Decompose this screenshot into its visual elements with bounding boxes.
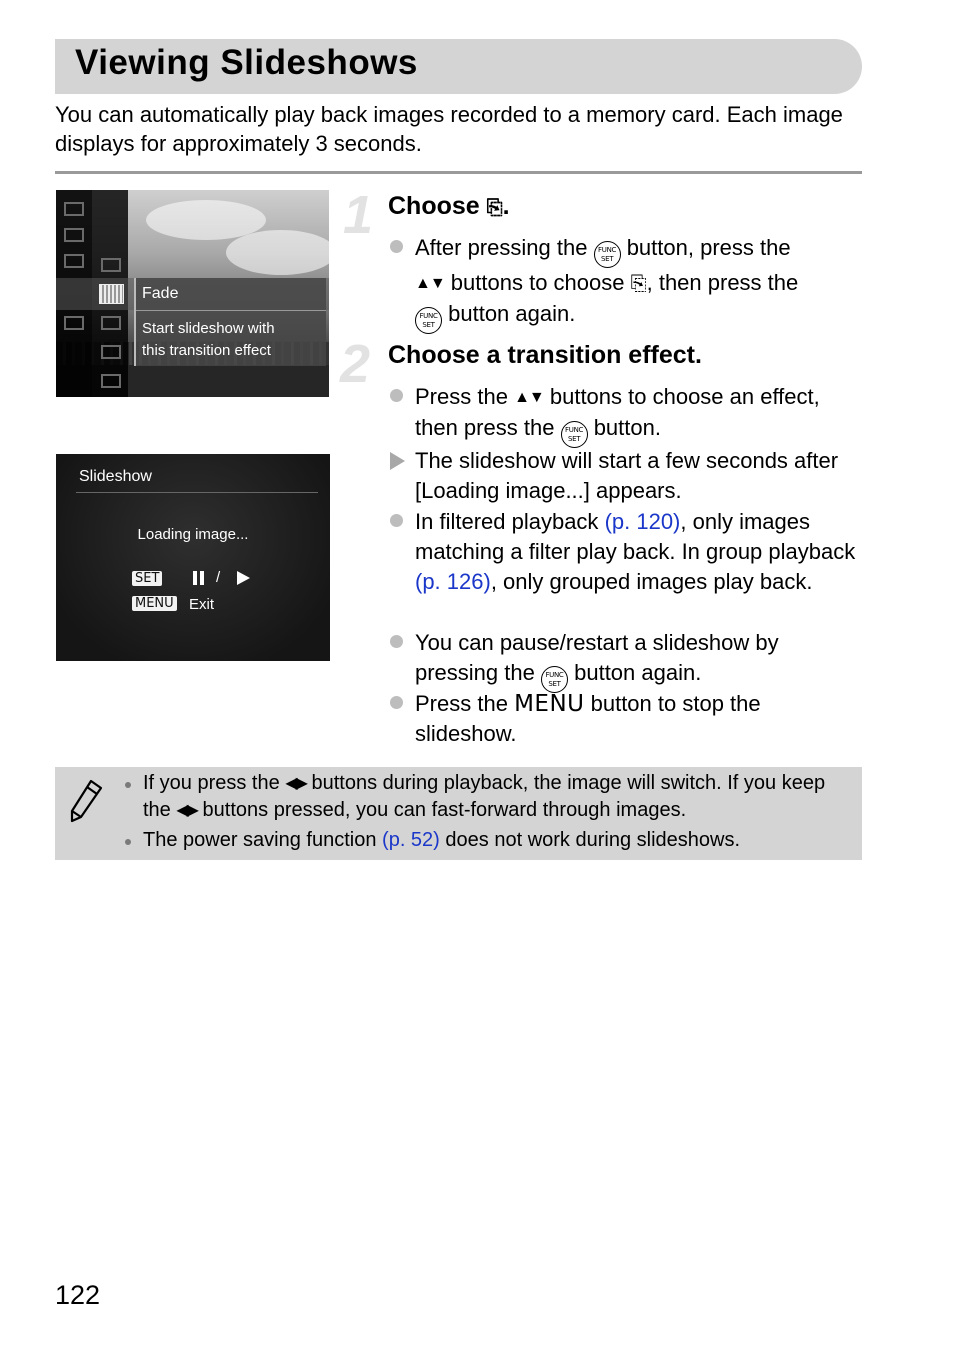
menu-option-icon — [64, 202, 84, 216]
set-text: SET — [600, 255, 614, 263]
pencil-icon — [69, 777, 105, 823]
step2-heading: Choose a transition effect. — [388, 341, 702, 369]
bullet-dot — [390, 240, 403, 253]
description-line-2: this transition effect — [142, 342, 271, 359]
step-number-1: 1 — [343, 185, 374, 245]
page-number: 122 — [55, 1280, 101, 1310]
effect-description — [142, 318, 326, 362]
set-text: SET — [422, 321, 435, 329]
slideshow-title-divider — [76, 492, 318, 493]
slideshow-icon: ⎘ — [630, 271, 647, 295]
text: button to stop the slideshow. — [415, 691, 761, 746]
slash-separator: / — [216, 569, 221, 586]
menu-option-icon — [64, 254, 84, 268]
text: You can pause/restart a slideshow by pressing the — [415, 630, 779, 685]
text: button, press the — [626, 235, 791, 260]
func-text: FUNC — [545, 671, 564, 679]
page-title: Viewing Slideshows — [75, 43, 418, 82]
step2-bullet-1 — [415, 382, 865, 448]
step1-heading-prefix: Choose — [388, 192, 480, 220]
menu-badge: MENU — [132, 596, 177, 611]
note-bullet — [125, 839, 131, 845]
left-right-icon: ◀▶ — [176, 802, 197, 819]
bullet-dot — [390, 514, 403, 527]
note-item-2 — [143, 827, 858, 854]
pause-icon — [193, 571, 205, 585]
text: , then press the — [646, 270, 799, 295]
step-number-2: 2 — [340, 334, 371, 394]
text: buttons to choose — [450, 270, 625, 295]
text: button. — [593, 415, 661, 440]
text: , only grouped images play back. — [490, 569, 813, 594]
text: button again. — [574, 660, 702, 685]
page-link-126[interactable]: (p. 126) — [415, 569, 491, 594]
text: After pressing the — [415, 235, 588, 260]
play-icon — [237, 571, 250, 585]
text: If you press the — [143, 772, 280, 794]
up-down-icon: ▲▼ — [415, 275, 445, 292]
title-bar — [55, 39, 862, 94]
set-text: SET — [567, 435, 581, 443]
step1-bullet — [415, 233, 865, 334]
effect-icon — [101, 316, 121, 330]
result-arrow-icon — [390, 452, 405, 470]
effect-popup — [134, 278, 326, 366]
set-text: SET — [548, 680, 561, 688]
effect-icon — [101, 374, 121, 388]
func-set-icon — [561, 421, 588, 448]
camera-menu-screenshot — [56, 190, 329, 397]
effect-icon — [101, 345, 121, 359]
note-bullet — [125, 782, 131, 788]
step2-bullet-4 — [415, 628, 865, 693]
text: Press the — [415, 691, 508, 716]
fade-effect-icon — [99, 284, 124, 304]
bullet-dot — [390, 635, 403, 648]
popup-divider — [136, 310, 326, 311]
step2-bullet-3 — [415, 507, 865, 597]
bullet-dot — [390, 696, 403, 709]
up-down-icon: ▲▼ — [514, 389, 544, 406]
func-text: FUNC — [565, 426, 584, 434]
intro-text: You can automatically play back images recorded to a memory card. Each image displays for approximately 3 seconds. — [55, 102, 843, 156]
text: , only images matching a filter play back. In group playback — [415, 509, 856, 564]
set-badge: SET — [132, 571, 162, 586]
cloud-shape — [226, 230, 329, 275]
selected-effect-label: Fade — [142, 285, 179, 302]
func-set-icon — [594, 241, 621, 268]
note-box — [55, 767, 862, 860]
text: The power saving function — [143, 829, 377, 851]
step1-heading — [388, 192, 510, 221]
menu-button-label: MENU — [514, 691, 585, 717]
left-right-icon: ◀▶ — [285, 775, 306, 792]
menu-option-icon — [64, 228, 84, 242]
bullet-dot — [390, 389, 403, 402]
page-link-52[interactable]: (p. 52) — [382, 829, 440, 851]
exit-label: Exit — [189, 596, 215, 613]
slideshow-title: Slideshow — [79, 468, 152, 485]
step2-bullet-2: The slideshow will start a few seconds after [Loading image...] appears. — [415, 448, 839, 503]
description-line-1: Start slideshow with — [142, 320, 275, 337]
page-link-120[interactable]: (p. 120) — [604, 509, 681, 534]
text: buttons to choose an effect, then press the — [415, 384, 820, 440]
func-text: FUNC — [419, 312, 438, 320]
text: does not work during slideshows. — [445, 829, 741, 851]
effect-off-icon — [101, 258, 121, 272]
slideshow-screenshot — [56, 454, 330, 661]
note-item-1 — [143, 770, 858, 824]
text: buttons pressed, you can fast-forward through images. — [202, 799, 687, 821]
text: buttons during playback, the image will switch. If you keep the — [143, 772, 826, 821]
text: In filtered playback — [415, 509, 599, 534]
slideshow-icon: ⎘ — [486, 195, 503, 219]
text: Press the — [415, 384, 508, 409]
loading-text: Loading image... — [137, 526, 249, 543]
menu-option-icon — [64, 316, 84, 330]
func-set-icon — [415, 307, 442, 334]
divider — [55, 171, 862, 174]
func-text: FUNC — [598, 246, 617, 254]
step1-heading-suffix: . — [502, 192, 510, 220]
step2-bullet-5 — [415, 689, 865, 749]
text: button again. — [448, 301, 576, 326]
